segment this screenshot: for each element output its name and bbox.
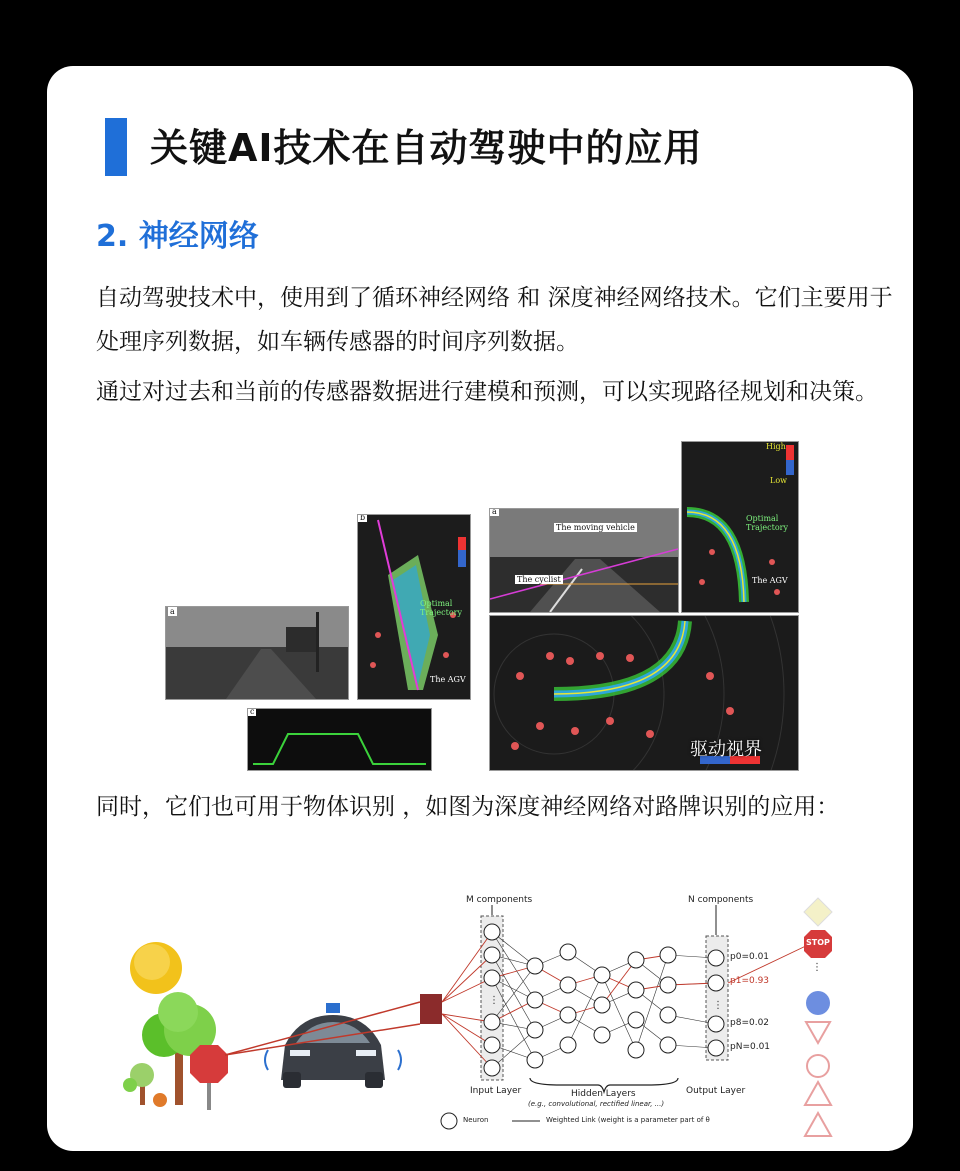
stop-sign-text: STOP: [806, 938, 830, 947]
label-agv-b: The AGV: [430, 675, 466, 684]
label-n-components: N components: [688, 895, 754, 905]
label-pN: pN=0.01: [730, 1042, 771, 1052]
panel-b-label: b: [360, 514, 366, 522]
label-m-components: M components: [466, 895, 533, 905]
label-p8: p8=0.02: [730, 1018, 770, 1028]
label-moving-vehicle: The moving vehicle: [556, 523, 635, 532]
panel-a-right-label: a: [492, 508, 497, 516]
label-input-layer: Input Layer: [470, 1086, 522, 1096]
paragraph-2: 通过对过去和当前的传感器数据进行建模和预测，可以实现路径规划和决策。: [96, 379, 878, 405]
image-patch: [420, 994, 442, 1024]
page-title: 关键AI技术在自动驾驶中的应用: [150, 126, 703, 170]
legend-link-label: Weighted Link (weight is a parameter part of θ: [546, 1116, 710, 1124]
neurons: [484, 924, 724, 1076]
label-hidden-note: (e.g., convolutional, rectified linear, ...): [528, 1100, 665, 1108]
label-optimal-top: Optimal Trajectory: [746, 514, 788, 532]
label-p1: p1=0.93: [730, 976, 770, 986]
legend-neuron-label: Neuron: [463, 1116, 489, 1124]
stop-sign-icon: [190, 1045, 228, 1110]
road-signs: [804, 898, 832, 1136]
panel-a-label: a: [170, 607, 175, 616]
label-high: High: [766, 442, 786, 451]
label-cyclist: The cyclist: [517, 575, 561, 584]
svg-text:⋮: ⋮: [713, 1000, 723, 1011]
panel-c-label: c: [250, 708, 255, 716]
paragraph-3: 同时，它们也可用于物体识别 ，如图为深度神经网络对路牌识别的应用：: [96, 794, 840, 820]
label-agv-top: The AGV: [752, 576, 788, 585]
label-hidden-layers: Hidden Layers: [571, 1089, 636, 1099]
label-p0: p0=0.01: [730, 952, 770, 962]
paragraph-1: 自动驾驶技术中，使用到了循环神经网络 和 深度神经网络技术。它们主要用于处理序列数据，如车辆传感器的时间序列数据。: [96, 285, 893, 355]
watermark: 驱动视界: [690, 739, 762, 760]
svg-text:⋮: ⋮: [812, 962, 822, 973]
label-low: Low: [770, 476, 787, 485]
legend-neuron-icon: [441, 1113, 457, 1129]
label-output-layer: Output Layer: [686, 1086, 746, 1096]
svg-text:⋮: ⋮: [489, 995, 499, 1006]
label-optimal-b: Optimal Trajectory: [420, 599, 462, 617]
section-heading: 2. 神经网络: [96, 219, 259, 254]
